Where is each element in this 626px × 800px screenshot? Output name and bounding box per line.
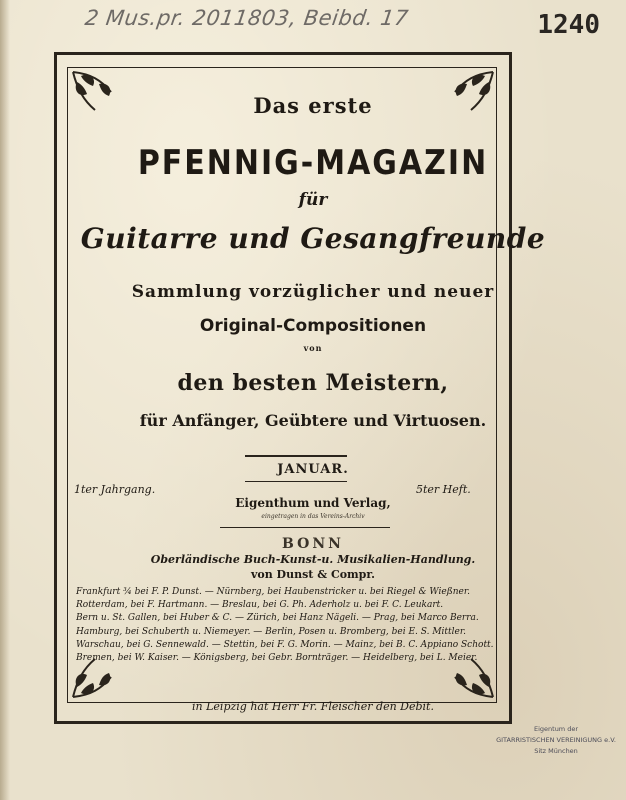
ownership-line: Eigenthum und Verlag, (235, 496, 391, 510)
publisher-description: Oberländische Buch-Kunst-u. Musikalien-Handlung. (150, 553, 476, 566)
list-item: Warschau, bei G. Sennewald. — Stettin, bei F. G. Morin. — Mainz, bei B. C. Appiano Schott. (76, 639, 494, 650)
compositions-line: Original-Compositionen (199, 316, 427, 336)
year-label: 1ter Jahrgang. (74, 483, 156, 496)
publisher-name: von Dunst & Compr. (251, 568, 375, 581)
subject-title: Guitarre und Gesangfreunde (80, 222, 546, 255)
audience-line: für Anfänger, Geübtere und Virtuosen. (139, 411, 487, 430)
list-item: Frankfurt ¾ bei F. P. Dunst. — Nürnberg, bei Haubenstricker u. bei Riegel & Wießner. (76, 587, 471, 597)
masters-line: den besten Meistern, (177, 370, 449, 396)
ownership-stamp (487, 724, 625, 772)
title-line-das-erste: Das erste (253, 93, 373, 118)
divider-rule (245, 455, 347, 457)
list-item: Hamburg, bei Schuberth u. Niemeyer. — Berlin, Posen u. Bromberg, bei E. S. Mittler. (76, 626, 467, 637)
shelfmark-number: 1240 (537, 10, 600, 40)
list-item: Rotterdam, bei F. Hartmann. — Breslau, bei G. Ph. Aderholz u. bei F. C. Leukart. (76, 600, 444, 611)
title-fuer: für (298, 190, 328, 210)
collection-line: Sammlung vorzüglicher und neuer (131, 282, 495, 302)
agents-list (76, 586, 496, 665)
footer-distributor: in Leipzig hat Herr Fr. Fleischer den Debit. (192, 700, 434, 713)
list-item: Bern u. St. Gallen, bei Huber & C. — Zürich, bei Hanz Nägeli. — Prag, bei Marco Berra. (76, 613, 479, 624)
divider-rule (245, 481, 347, 482)
main-title: PFENNIG-MAGAZIN (137, 143, 489, 184)
month-label: JANUAR. (277, 462, 349, 477)
registered-line: eingetragen in das Vereins-Archiv (261, 513, 365, 520)
stamp-line: GITARRISTISCHEN VEREINIGUNG e.V. (496, 736, 616, 744)
city-label: BONN (282, 536, 344, 552)
handwritten-note: 2 Mus.pr. 2011803, Beibd. 17 (83, 6, 411, 30)
stamp-line: Eigentum der (533, 725, 579, 733)
issue-label: 5ter Heft. (416, 483, 471, 496)
stamp-line: Sitz München (534, 747, 578, 755)
list-item: Bremen, bei W. Kaiser. — Königsberg, bei Gebr. Bornträger. — Heidelberg, bei L. Meier. (76, 653, 478, 664)
divider-rule (220, 527, 390, 528)
von-line: von (303, 343, 323, 353)
binding-shadow (0, 0, 10, 800)
